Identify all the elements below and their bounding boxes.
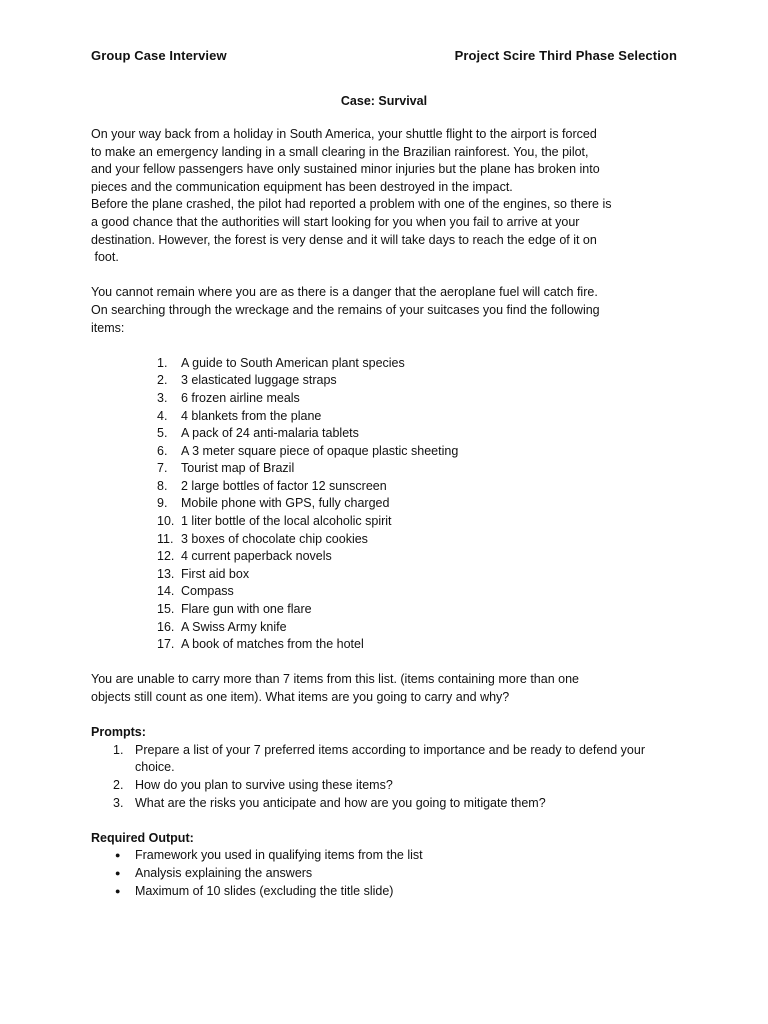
item-text: First aid box [181, 566, 250, 581]
header-left: Group Case Interview [91, 48, 227, 63]
item-number: 10. [157, 514, 175, 529]
item-text: 2 large bottles of factor 12 sunscreen [181, 478, 387, 493]
prompts-section [91, 724, 646, 812]
situation-line: On searching through the wreckage and the remains of your suitcases you find the following [91, 302, 600, 317]
item-number: 9. [157, 496, 168, 511]
output-text: Analysis explaining the answers [135, 865, 313, 880]
list-item [91, 355, 631, 373]
prompt-text: choice. [135, 760, 175, 775]
item-text: A Swiss Army knife [181, 619, 287, 634]
item-text: 4 blankets from the plane [181, 408, 322, 423]
list-item [91, 390, 631, 408]
list-item [91, 883, 631, 901]
list-item [91, 601, 631, 619]
intro-line: and your fellow passengers have only sustained minor injuries but the plane has broken into [91, 162, 600, 177]
item-text: Tourist map of Brazil [181, 461, 295, 476]
prompts-heading: Prompts: [91, 725, 146, 740]
item-number: 8. [157, 478, 168, 493]
output-section [91, 830, 631, 900]
intro-line: foot. [91, 250, 119, 265]
items-list [91, 355, 631, 654]
item-number: 14. [157, 584, 175, 599]
item-number: 16. [157, 619, 175, 634]
prompt-text: Prepare a list of your 7 preferred items according to importance and be ready to defend your [135, 742, 646, 757]
situation-paragraph [91, 284, 631, 337]
item-number: 15. [157, 602, 175, 617]
list-item [91, 742, 646, 777]
item-text: A guide to South American plant species [181, 355, 405, 370]
prompt-number: 2. [113, 777, 124, 792]
list-item [91, 408, 631, 426]
item-number: 3. [157, 390, 168, 405]
item-text: A 3 meter square piece of opaque plastic sheeting [181, 443, 459, 458]
intro-line: destination. However, the forest is very dense and it will take days to reach the edge of it on [91, 232, 597, 247]
item-text: 3 elasticated luggage straps [181, 373, 337, 388]
page-header [91, 48, 677, 63]
item-number: 1. [157, 355, 168, 370]
item-number: 17. [157, 637, 175, 652]
list-item [91, 636, 631, 654]
prompts-list [91, 742, 646, 812]
item-number: 5. [157, 426, 168, 441]
item-number: 6. [157, 443, 168, 458]
list-item [91, 619, 631, 637]
intro-line: to make an emergency landing in a small clearing in the Brazilian rainforest. You, the pilot, [91, 144, 589, 159]
item-text: 4 current paperback novels [181, 549, 332, 564]
list-item [91, 443, 631, 461]
intro-paragraph [91, 126, 631, 267]
list-item [91, 548, 631, 566]
output-text: Maximum of 10 slides (excluding the title slide) [135, 883, 394, 898]
output-heading: Required Output: [91, 830, 194, 845]
intro-line: On your way back from a holiday in South America, your shuttle flight to the airport is forced [91, 127, 597, 141]
list-item [91, 865, 631, 883]
bullet-icon: ● [115, 850, 121, 861]
list-item [91, 425, 631, 443]
prompt-number: 3. [113, 795, 124, 810]
list-item [91, 566, 631, 584]
limit-line: You are unable to carry more than 7 items from this list. (items containing more than one [91, 672, 579, 687]
list-item [91, 478, 631, 496]
document-body [91, 126, 646, 900]
list-item [91, 531, 631, 549]
bullet-icon: ● [115, 885, 121, 896]
list-item [91, 583, 631, 601]
list-item [91, 777, 631, 795]
item-text: A pack of 24 anti-malaria tablets [181, 426, 359, 441]
item-text: Flare gun with one flare [181, 602, 312, 617]
item-text: 3 boxes of chocolate chip cookies [181, 531, 368, 546]
prompt-text: What are the risks you anticipate and how are you going to mitigate them? [135, 795, 546, 810]
situation-line: items: [91, 320, 125, 335]
prompt-number: 1. [113, 742, 124, 757]
case-title: Case: Survival [340, 94, 428, 108]
list-item [91, 460, 631, 478]
item-number: 2. [157, 373, 168, 388]
item-number: 4. [157, 408, 168, 423]
item-text: 6 frozen airline meals [181, 390, 300, 405]
list-item [91, 372, 631, 390]
item-number: 12. [157, 549, 175, 564]
limit-line: objects still count as one item). What items are you going to carry and why? [91, 690, 510, 704]
output-text: Framework you used in qualifying items from the list [135, 848, 423, 863]
limit-paragraph [91, 671, 631, 706]
intro-line: a good chance that the authorities will start looking for you when you fail to arrive at your [91, 214, 580, 229]
intro-line: pieces and the communication equipment has been destroyed in the impact. [91, 179, 513, 194]
item-text: Mobile phone with GPS, fully charged [181, 496, 390, 511]
item-text: 1 liter bottle of the local alcoholic spirit [181, 514, 392, 529]
header-right: Project Scire Third Phase Selection [454, 48, 677, 63]
list-item [91, 495, 631, 513]
bullet-icon: ● [115, 867, 121, 878]
item-text: A book of matches from the hotel [181, 637, 364, 652]
item-number: 13. [157, 566, 175, 581]
prompt-text: How do you plan to survive using these items? [135, 777, 393, 792]
item-number: 11. [157, 531, 174, 546]
item-text: Compass [181, 584, 234, 599]
list-item [91, 795, 631, 813]
list-item [91, 847, 631, 865]
list-item [91, 513, 631, 531]
situation-line: You cannot remain where you are as there is a danger that the aeroplane fuel will catch fire. [91, 285, 598, 300]
intro-line: Before the plane crashed, the pilot had reported a problem with one of the engines, so there is [91, 197, 612, 212]
item-number: 7. [157, 461, 168, 476]
output-list [91, 847, 631, 900]
